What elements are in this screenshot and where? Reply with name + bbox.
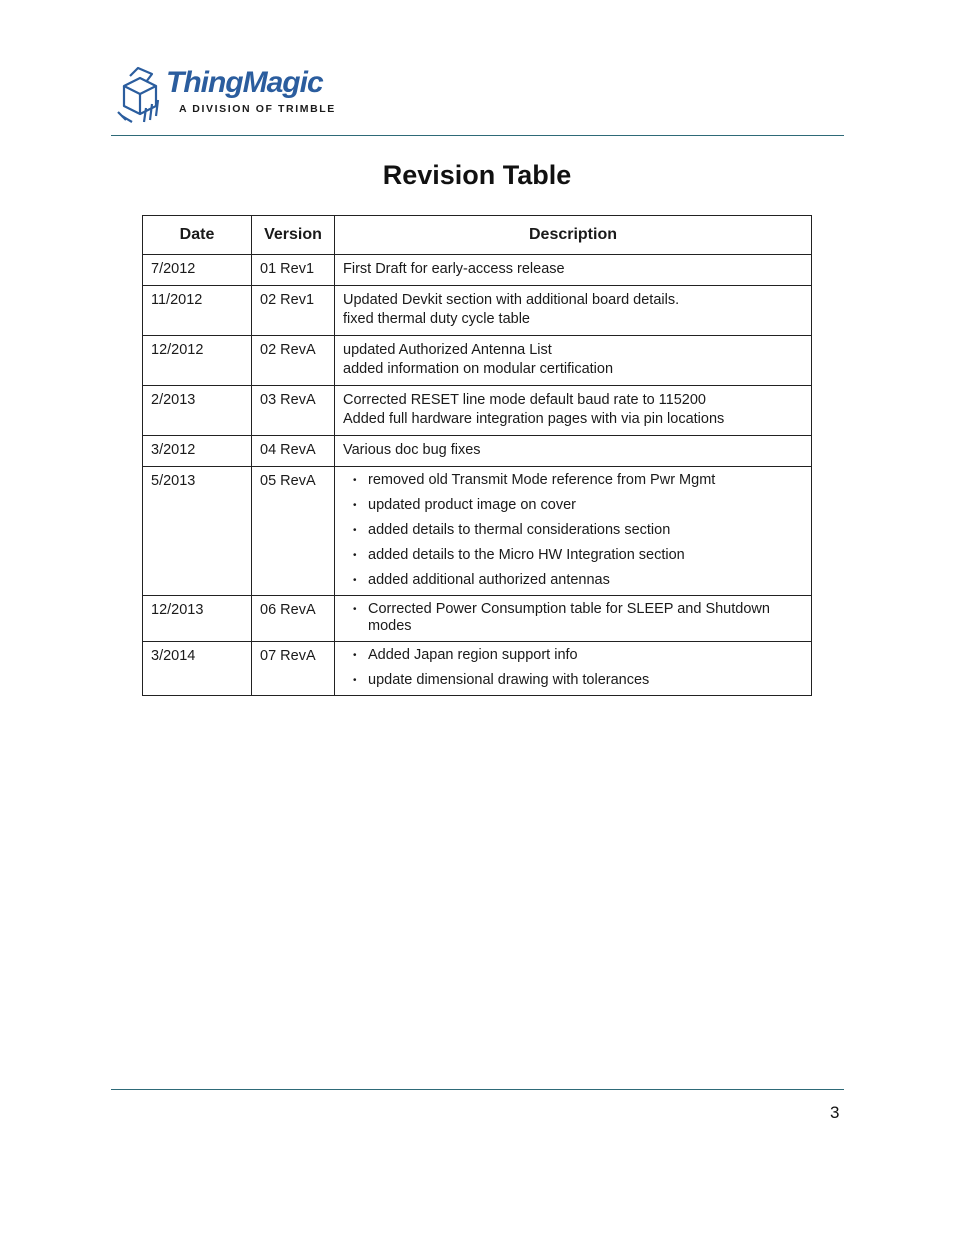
- description-bullet-list: [343, 601, 803, 635]
- description-bullet: • updated product image on cover: [343, 497, 803, 514]
- column-header-date: Date: [143, 216, 252, 255]
- description-bullet: • removed old Transmit Mode reference from Pwr Mgmt: [343, 472, 803, 489]
- description-bullet: • added details to thermal considerations section: [343, 522, 803, 539]
- cell-description: [335, 642, 812, 696]
- brand-tagline: A DIVISION OF TRIMBLE: [179, 103, 336, 115]
- description-line: fixed thermal duty cycle table: [343, 311, 530, 327]
- cell-version: 01 Rev1: [252, 255, 335, 286]
- page-title: Revision Table: [382, 160, 572, 190]
- table-row: [143, 467, 812, 596]
- page-number: 3: [830, 1103, 840, 1122]
- header-rule: [111, 135, 844, 136]
- description-line: Various doc bug fixes: [343, 442, 481, 458]
- cell-description: [335, 286, 812, 336]
- cell-date: 12/2012: [143, 336, 252, 386]
- footer-rule: [111, 1089, 844, 1090]
- description-line: First Draft for early-access release: [343, 261, 565, 277]
- cell-version: 06 RevA: [252, 596, 335, 642]
- cell-date: 7/2012: [143, 255, 252, 286]
- thingmagic-cube-logo-icon: [116, 64, 168, 124]
- cell-date: 11/2012: [143, 286, 252, 336]
- description-bullet: • Added Japan region support info: [343, 647, 803, 664]
- table-row: [143, 336, 812, 386]
- description-bullet: • update dimensional drawing with tolerances: [343, 672, 803, 689]
- cell-description: [335, 255, 812, 286]
- description-line: updated Authorized Antenna List: [343, 342, 552, 358]
- cell-date: 3/2014: [143, 642, 252, 696]
- table-row: [143, 386, 812, 436]
- cell-version: 03 RevA: [252, 386, 335, 436]
- description-line: Added full hardware integration pages with via pin locations: [343, 411, 725, 427]
- cell-description: [335, 436, 812, 467]
- description-bullet: • added details to the Micro HW Integration section: [343, 547, 803, 564]
- column-header-description: Description: [335, 216, 812, 255]
- cell-description: [335, 596, 812, 642]
- description-bullet-list: [343, 472, 803, 589]
- cell-version: 05 RevA: [252, 467, 335, 596]
- description-bullet-list: [343, 647, 803, 689]
- cell-date: 3/2012: [143, 436, 252, 467]
- cell-version: 07 RevA: [252, 642, 335, 696]
- cell-version: 02 RevA: [252, 336, 335, 386]
- table-row: [143, 436, 812, 467]
- table-row: [143, 596, 812, 642]
- cell-description: [335, 386, 812, 436]
- cell-version: 02 Rev1: [252, 286, 335, 336]
- table-header-row: [143, 216, 812, 255]
- description-bullet: • added additional authorized antennas: [343, 572, 803, 589]
- revision-table: [142, 215, 812, 696]
- table-row: [143, 642, 812, 696]
- table-row: [143, 255, 812, 286]
- revision-table-body: [143, 255, 812, 696]
- column-header-version: Version: [252, 216, 335, 255]
- cell-date: 2/2013: [143, 386, 252, 436]
- description-line: Updated Devkit section with additional board details.: [343, 292, 680, 308]
- table-row: [143, 286, 812, 336]
- cell-date: 12/2013: [143, 596, 252, 642]
- brand-logo: [116, 62, 336, 126]
- cell-description: [335, 467, 812, 596]
- cell-description: [335, 336, 812, 386]
- description-line: Corrected RESET line mode default baud rate to 115200: [343, 392, 706, 408]
- description-bullet: • Corrected Power Consumption table for SLEEP and Shutdown modes: [343, 601, 803, 635]
- cell-date: 5/2013: [143, 467, 252, 596]
- description-line: added information on modular certification: [343, 361, 614, 377]
- brand-name: ThingMagic: [166, 66, 323, 99]
- cell-version: 04 RevA: [252, 436, 335, 467]
